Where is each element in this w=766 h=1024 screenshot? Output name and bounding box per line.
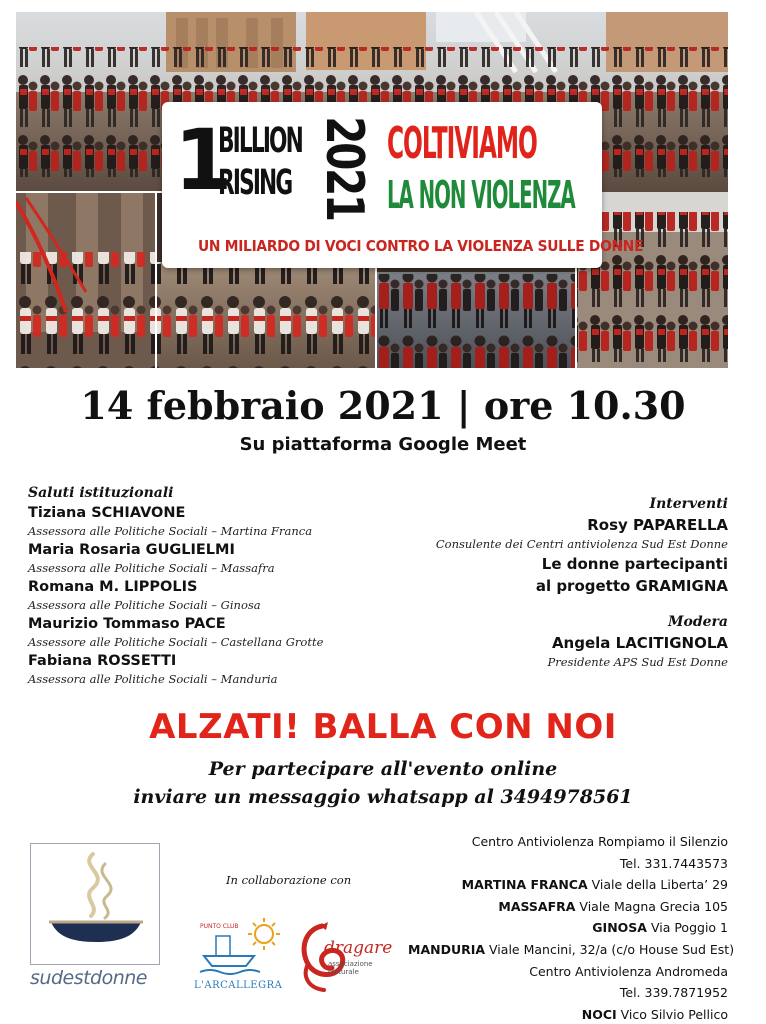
moderator-role: Presidente APS Sud Est Donne <box>547 655 728 669</box>
address-city: GINOSA <box>592 920 647 936</box>
participants-line2: al progetto GRAMIGNA <box>535 577 728 595</box>
section-heading-moderator: Modera <box>668 614 728 630</box>
event-banner <box>162 102 644 268</box>
speaker-entry <box>28 540 408 577</box>
speaker-role: Assessora alle Politiche Sociali – Ginosa <box>28 598 261 612</box>
speaker-name: Romana M. LIPPOLIS <box>28 579 198 595</box>
speaker-name: Tiziana SCHIAVONE <box>28 505 186 521</box>
collaboration-label: In collaborazione con <box>226 873 352 887</box>
address-city: NOCI <box>581 1006 617 1022</box>
section-heading-interventions: Interventi <box>649 496 728 512</box>
arcallegra-logo <box>194 914 284 996</box>
speaker-name: Fabiana ROSSETTI <box>28 653 177 669</box>
address-line <box>408 874 728 896</box>
address-city: MARTINA FRANCA <box>461 877 588 893</box>
address-city: MASSAFRA <box>498 898 576 914</box>
section-heading-greetings: Saluti istituzionali <box>28 485 174 501</box>
svg-text:PUNTO CLUB: PUNTO CLUB <box>200 923 239 930</box>
moderator-name: Angela LACITIGNOLA <box>551 634 728 652</box>
hero-photo-collage <box>16 12 728 368</box>
address-line <box>408 939 735 961</box>
participants-line1: Le donne partecipanti <box>541 555 728 573</box>
speaker-role: Assessora alle Politiche Sociali – Martina Franca <box>28 524 313 538</box>
arcallegra-logo-word: L'ARCALLEGRA <box>194 980 283 991</box>
banner-billion-text: BILLION <box>218 121 302 161</box>
speaker-name: Maurizio Tommaso PACE <box>28 616 226 632</box>
center-name: Centro Antiviolenza Rompiamo il Silenzio <box>471 834 728 849</box>
event-platform: Su piattaforma Google Meet <box>239 434 527 455</box>
banner-one-numeral: 1 <box>174 111 229 209</box>
address-city: MANDURIA <box>408 941 486 957</box>
address-street: Viale Mancini, 32/a (c/o House Sud Est) <box>485 941 735 957</box>
dragare-logo-subtitle: associazione culturale <box>328 960 373 976</box>
institutional-greetings-section <box>28 484 408 688</box>
center-name: Centro Antiviolenza Andromeda <box>529 963 728 979</box>
speaker-entry <box>28 577 408 614</box>
banner-year <box>308 114 380 222</box>
banner-title-line2: LA NON VIOLENZA <box>387 173 575 217</box>
speaker-role: Assessore alle Politiche Sociali – Castellana Grotte <box>28 635 324 649</box>
banner-rising-text: RISING <box>218 163 292 203</box>
sudestdonne-logo-word: sudestdonne <box>30 967 147 989</box>
dragon-swirl-icon <box>294 920 398 996</box>
dragare-logo-word: dragare <box>324 938 393 958</box>
sudestdonne-logo <box>30 843 160 991</box>
call-to-action-text <box>0 755 766 811</box>
speaker-name: Rosy PAPARELLA <box>587 516 728 534</box>
event-date-time: 14 febbraio 2021 | ore 10.30 <box>80 383 686 428</box>
address-street: Vico Silvio Pellico <box>616 1006 728 1022</box>
address-line <box>408 1004 728 1024</box>
address-street: Via Poggio 1 <box>646 920 728 936</box>
speaker-entry <box>28 614 408 651</box>
contacts-block <box>408 831 735 1024</box>
banner-year-text: 2021 <box>314 116 374 220</box>
banner-subtitle: UN MILIARDO DI VOCI CONTRO LA VIOLENZA SULLE DONNE <box>198 237 644 255</box>
sudestdonne-logo-mark <box>30 843 160 965</box>
address-street: Viale della Liberta’ 29 <box>587 877 728 893</box>
center-phone: Tel. 331.7443573 <box>619 855 728 871</box>
banner-title-line1: COLTIVIAMO <box>387 118 537 169</box>
steaming-bowl-icon <box>31 844 161 966</box>
speaker-role: Consulente dei Centri antiviolenza Sud Est Donne <box>435 537 728 551</box>
speaker-role: Assessora alle Politiche Sociali – Massafra <box>28 561 275 575</box>
address-line <box>408 896 728 918</box>
call-to-action-title: ALZATI! BALLA CON NOI <box>149 707 617 747</box>
cta-line1: Per partecipare all'evento online <box>208 758 558 780</box>
interventions-section <box>368 495 728 671</box>
address-street: Viale Magna Grecia 105 <box>575 898 728 914</box>
address-line <box>408 917 728 939</box>
speaker-name: Maria Rosaria GUGLIELMI <box>28 542 235 558</box>
cta-line2: inviare un messaggio whatsapp al 3494978561 <box>133 786 633 808</box>
dragare-logo <box>294 920 398 996</box>
speaker-role: Assessora alle Politiche Sociali – Manduria <box>28 672 278 686</box>
center-phone: Tel. 339.7871952 <box>619 985 728 1001</box>
speaker-entry <box>28 651 408 688</box>
speaker-entry <box>28 503 408 540</box>
sun-boat-icon <box>194 914 284 980</box>
